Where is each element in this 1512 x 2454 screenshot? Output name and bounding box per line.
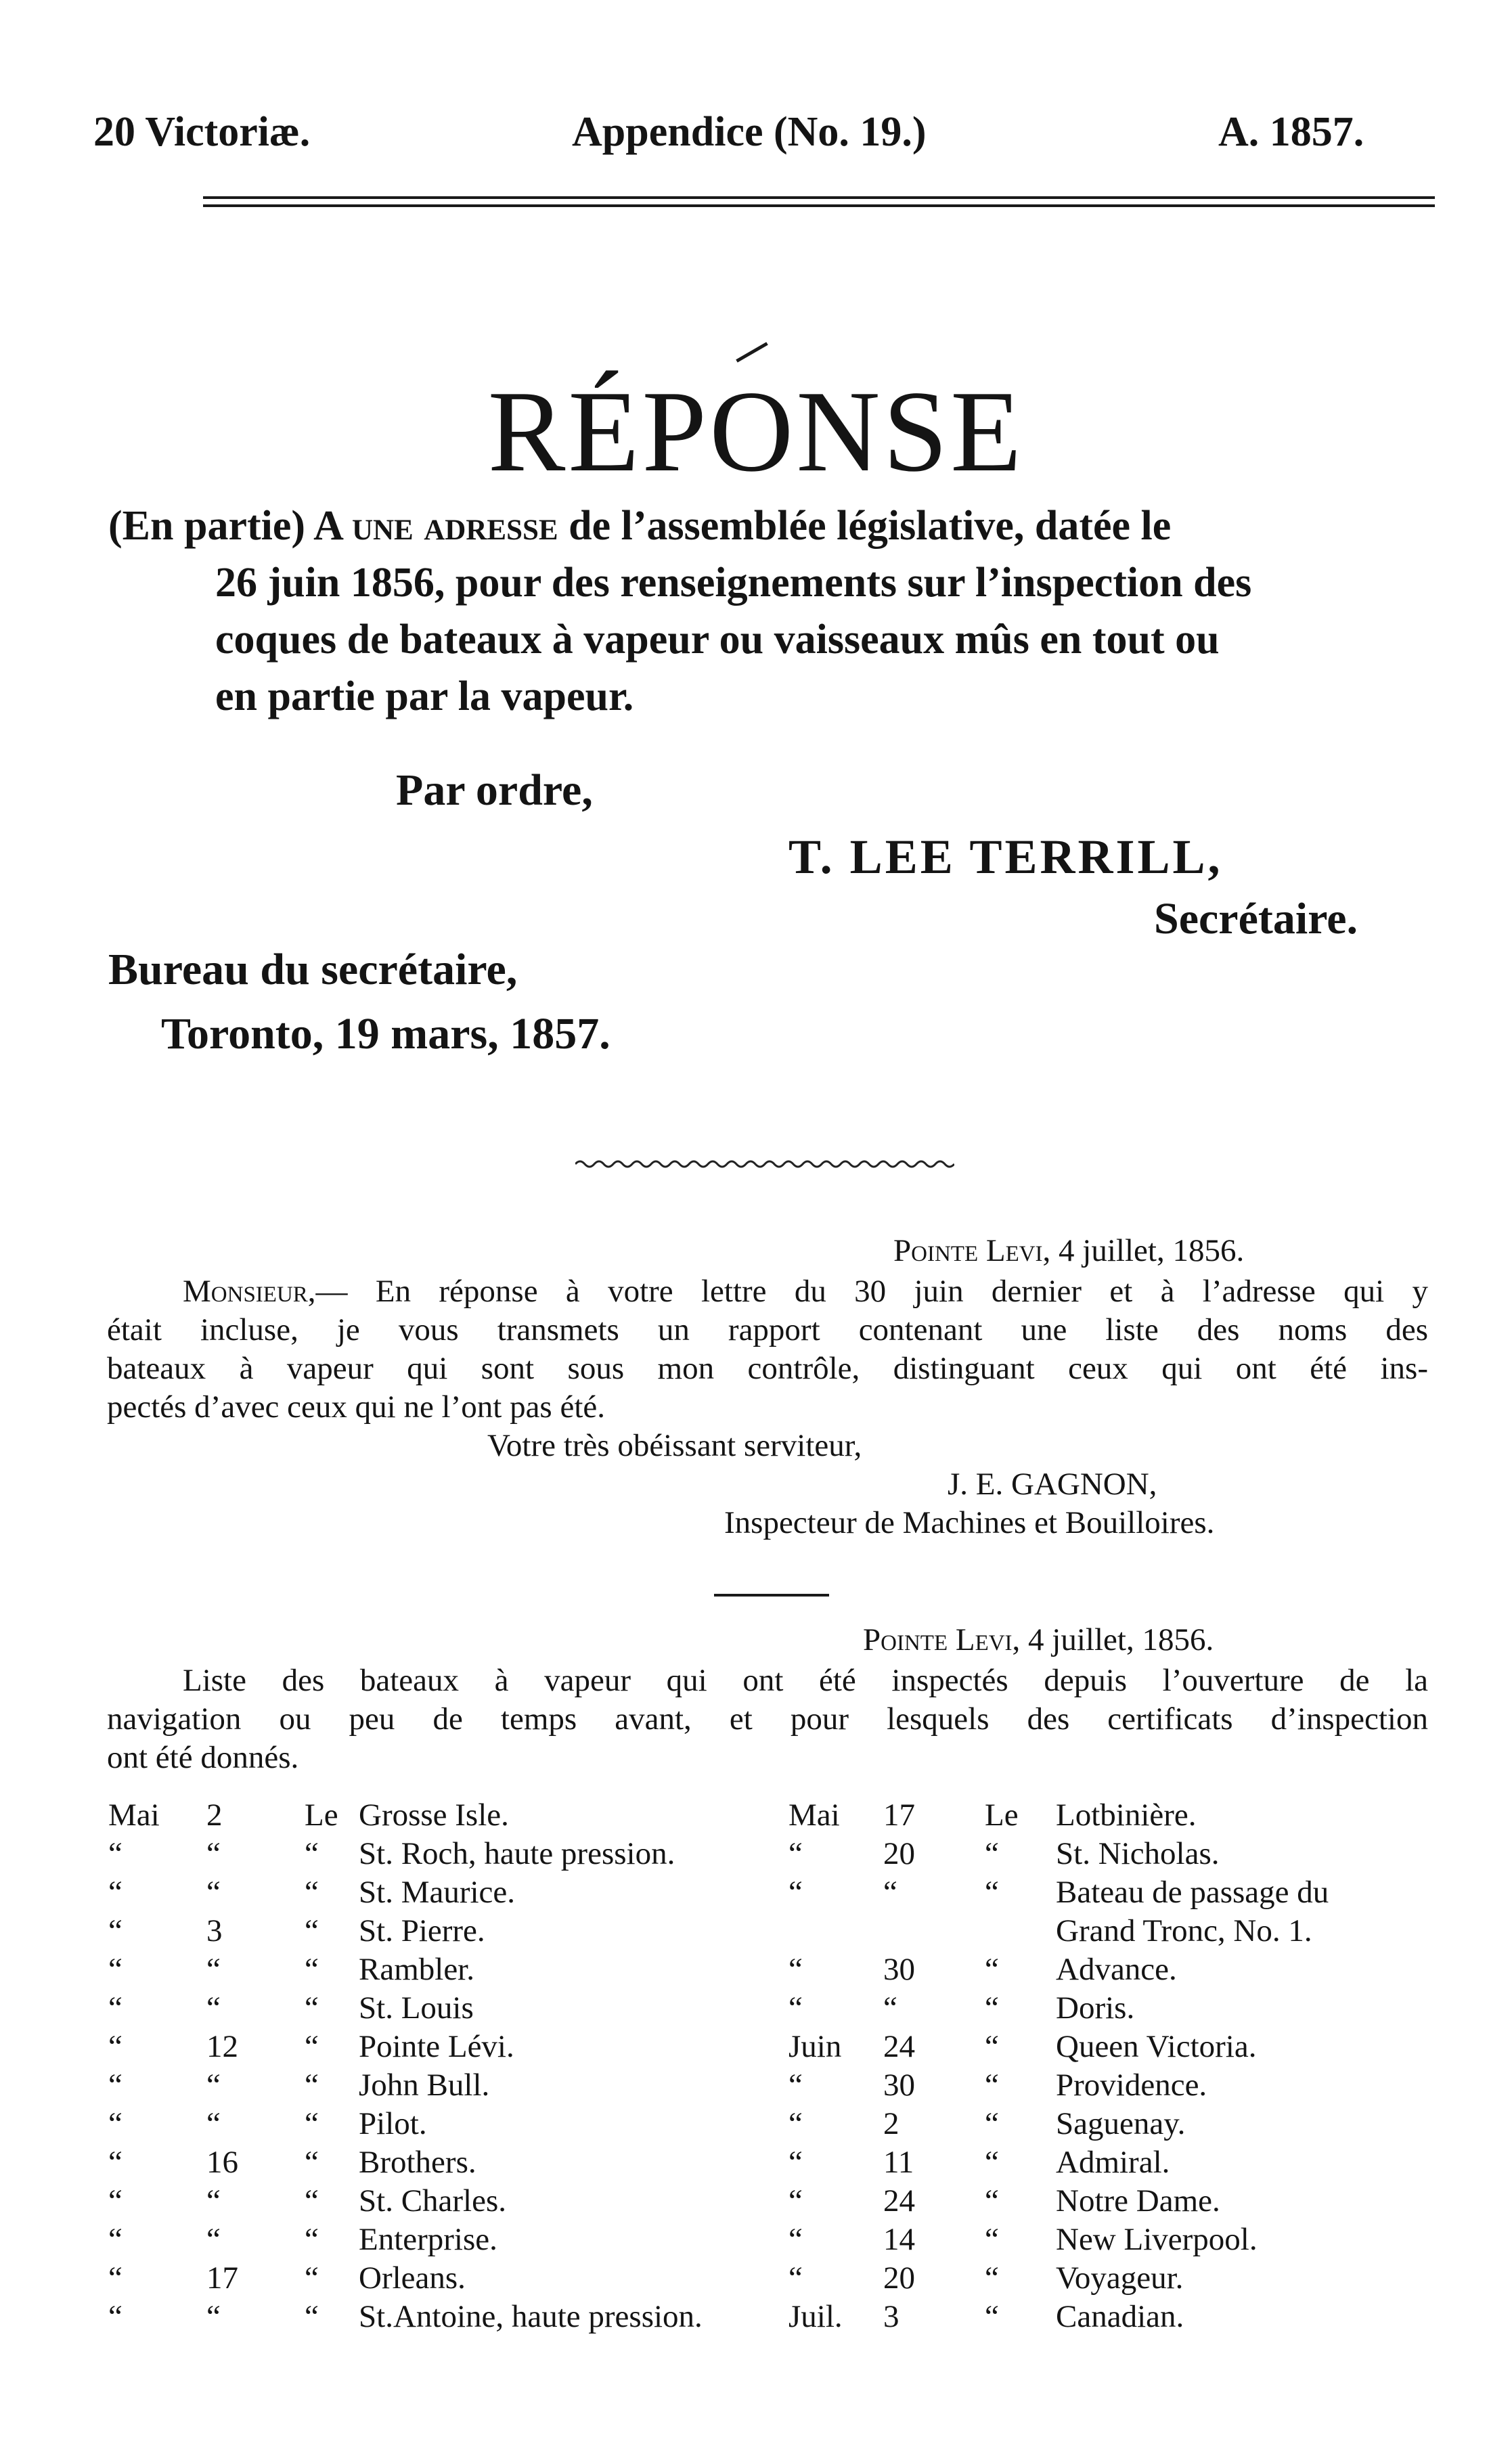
table-right-name-cell: Bateau de passage du [1056, 1875, 1329, 1910]
table-right-day-cell: 30 [883, 1952, 915, 1987]
letter-line-1-text: — En réponse à votre lettre du 30 juin dernier et à l’adresse qui y [315, 1274, 1428, 1309]
table-left-le-cell: “ [305, 2260, 319, 2296]
table-right-le-cell: “ [985, 2029, 999, 2064]
header-right: A. 1857. [1218, 109, 1364, 155]
table-right-day-cell: 2 [883, 2106, 899, 2141]
table-left-le-cell: “ [305, 2145, 319, 2180]
table-left-day-cell: 16 [206, 2145, 238, 2180]
table-left-day-cell: 3 [206, 1913, 223, 1948]
table-right-day-cell: 24 [883, 2029, 915, 2064]
table-right-month-cell: Mai [788, 1798, 840, 1833]
intro-suffix: de l’assemblée législative, datée le [558, 503, 1172, 549]
table-right-name-cell: Doris. [1056, 1990, 1135, 2026]
table-left-le-cell: “ [305, 2299, 319, 2334]
table-left-day-cell: “ [206, 2222, 221, 2257]
table-right-month-cell: “ [788, 1952, 803, 1987]
table-left-day-cell: 17 [206, 2260, 238, 2296]
list-line-1: Liste des bateaux à vapeur qui ont été inspectés depuis l’ouverture de la [183, 1663, 1428, 1698]
table-left-day-cell: “ [206, 1990, 221, 2026]
table-left-le-cell: “ [305, 2029, 319, 2064]
letter-line-4: pectés d’avec ceux qui ne l’ont pas été. [107, 1389, 606, 1425]
table-left-name-cell: Pointe Lévi. [359, 2029, 514, 2064]
table-left-le-cell: “ [305, 1990, 319, 2026]
table-left-name-cell: Rambler. [359, 1952, 474, 1987]
table-left-month-cell: “ [108, 2106, 123, 2141]
letter-line-2: était incluse, je vous transmets un rapport contenant une liste des noms des [107, 1312, 1428, 1347]
table-right-month-cell: “ [788, 1875, 803, 1910]
table-right-le-cell: “ [985, 1990, 999, 2026]
list-line-3: ont été donnés. [107, 1740, 299, 1775]
table-left-month-cell: “ [108, 2145, 123, 2180]
table-right-le-cell: “ [985, 2260, 999, 2296]
table-left-name-cell: Enterprise. [359, 2222, 497, 2257]
header-rule-top [203, 196, 1435, 199]
header-left: 20 Victoriæ. [93, 109, 311, 155]
table-right-day-cell: 20 [883, 2260, 915, 2296]
intro-prefix: (En partie) A [108, 503, 352, 549]
table-left-day-cell: “ [206, 1952, 221, 1987]
table-right-month-cell: Juil. [788, 2299, 843, 2334]
table-left-name-cell: St. Pierre. [359, 1913, 485, 1948]
table-right-month-cell: “ [788, 2183, 803, 2218]
intro-line-4: en partie par la vapeur. [215, 673, 634, 719]
table-left-month-cell: “ [108, 1990, 123, 2026]
table-left-name-cell: Grosse Isle. [359, 1798, 509, 1833]
signer-name: T. LEE TERRILL, [788, 830, 1223, 884]
table-left-month-cell: Mai [108, 1798, 160, 1833]
table-left-month-cell: “ [108, 2299, 123, 2334]
table-left-le-cell: “ [305, 2222, 319, 2257]
table-right-month-cell: “ [788, 2145, 803, 2180]
letter-date: 4 juillet, 1856. [1050, 1233, 1245, 1268]
table-right-le-cell: “ [985, 1836, 999, 1871]
table-left-le-cell: “ [305, 1952, 319, 1987]
table-left-le-cell: “ [305, 1913, 319, 1948]
table-left-month-cell: “ [108, 2260, 123, 2296]
table-right-day-cell: 30 [883, 2068, 915, 2103]
list-line-2: navigation ou peu de temps avant, et pour lesquels des certificats d’inspection [107, 1701, 1428, 1737]
table-right-month-cell: “ [788, 2260, 803, 2296]
table-left-name-cell: St. Maurice. [359, 1875, 516, 1910]
bureau-line-2: Toronto, 19 mars, 1857. [161, 1009, 610, 1058]
table-right-month-cell: “ [788, 1990, 803, 2026]
table-left-name-cell: St.Antoine, haute pression. [359, 2299, 703, 2334]
bureau-line-1: Bureau du secrétaire, [108, 945, 518, 994]
table-left-day-cell: “ [206, 1875, 221, 1910]
table-left-name-cell: St. Roch, haute pression. [359, 1836, 675, 1871]
table-left-month-cell: “ [108, 2222, 123, 2257]
table-left-day-cell: “ [206, 2299, 221, 2334]
table-left-le-cell: “ [305, 1836, 319, 1871]
intro-smallcaps: une adresse [351, 503, 558, 549]
table-right-le-cell: “ [985, 2299, 999, 2334]
table-left-day-cell: “ [206, 2183, 221, 2218]
table-right-name-cell: Voyageur. [1056, 2260, 1184, 2296]
table-right-name-cell: Grand Tronc, No. 1. [1056, 1913, 1312, 1948]
table-right-month-cell: Juin [788, 2029, 842, 2064]
table-right-month-cell: “ [788, 2106, 803, 2141]
table-right-name-cell: Providence. [1056, 2068, 1207, 2103]
table-left-name-cell: Brothers. [359, 2145, 476, 2180]
table-left-name-cell: Pilot. [359, 2106, 427, 2141]
table-right-name-cell: Notre Dame. [1056, 2183, 1220, 2218]
table-right-le-cell: “ [985, 1875, 999, 1910]
table-left-day-cell: 12 [206, 2029, 238, 2064]
table-left-day-cell: “ [206, 2068, 221, 2103]
letter-salutation: Monsieur, [183, 1274, 316, 1309]
table-right-day-cell: 3 [883, 2299, 899, 2334]
intro-line-2: 26 juin 1856, pour des renseignements sur l’inspection des [215, 560, 1252, 606]
letter-line-3: bateaux à vapeur qui sont sous mon contrôle, distinguant ceux qui ont été ins- [107, 1351, 1428, 1386]
table-right-name-cell: Saguenay. [1056, 2106, 1186, 2141]
table-right-name-cell: Admiral. [1056, 2145, 1170, 2180]
table-right-le-cell: Le [985, 1798, 1019, 1833]
letter-closing: Votre très obéissant serviteur, [487, 1428, 862, 1463]
table-left-month-cell: “ [108, 1952, 123, 1987]
table-left-name-cell: St. Charles. [359, 2183, 507, 2218]
table-right-le-cell: “ [985, 2183, 999, 2218]
table-left-name-cell: Orleans. [359, 2260, 466, 2296]
table-left-day-cell: “ [206, 1836, 221, 1871]
table-left-day-cell: “ [206, 2106, 221, 2141]
table-left-month-cell: “ [108, 1836, 123, 1871]
table-left-le-cell: “ [305, 1875, 319, 1910]
table-right-month-cell: “ [788, 2222, 803, 2257]
table-right-day-cell: “ [883, 1990, 897, 2026]
table-right-le-cell: “ [985, 2068, 999, 2103]
letter-signer: J. E. GAGNON, [948, 1467, 1157, 1502]
par-ordre: Par ordre, [396, 765, 593, 815]
table-right-day-cell: 14 [883, 2222, 915, 2257]
table-right-day-cell: 17 [883, 1798, 915, 1833]
table-right-name-cell: Canadian. [1056, 2299, 1184, 2334]
table-right-le-cell: “ [985, 2145, 999, 2180]
table-right-name-cell: St. Nicholas. [1056, 1836, 1220, 1871]
intro-line-3: coques de bateaux à vapeur ou vaisseaux mûs en tout ou [215, 617, 1220, 663]
table-left-month-cell: “ [108, 2183, 123, 2218]
list-date: 4 juillet, 1856. [1020, 1622, 1214, 1657]
table-right-month-cell: “ [788, 2068, 803, 2103]
table-left-month-cell: “ [108, 1913, 123, 1948]
table-left-month-cell: “ [108, 1875, 123, 1910]
table-left-le-cell: “ [305, 2106, 319, 2141]
table-right-name-cell: New Liverpool. [1056, 2222, 1258, 2257]
table-left-name-cell: John Bull. [359, 2068, 490, 2103]
table-left-le-cell: “ [305, 2068, 319, 2103]
header-rule-bottom [203, 204, 1435, 207]
letter-line-1 [183, 1272, 1428, 1311]
letter-signer-title: Inspecteur de Machines et Bouilloires. [724, 1505, 1215, 1540]
table-left-month-cell: “ [108, 2068, 123, 2103]
table-right-le-cell: “ [985, 2106, 999, 2141]
table-right-month-cell: “ [788, 1836, 803, 1871]
table-left-month-cell: “ [108, 2029, 123, 2064]
table-right-name-cell: Lotbinière. [1056, 1798, 1197, 1833]
table-right-day-cell: 20 [883, 1836, 915, 1871]
letter-dateline [893, 1232, 1244, 1270]
wavy-divider [575, 1157, 954, 1171]
list-place: Pointe Levi, [863, 1622, 1021, 1657]
table-left-name-cell: St. Louis [359, 1990, 474, 2026]
intro-line-1 [108, 497, 1171, 554]
section-rule [714, 1594, 829, 1597]
signer-role: Secrétaire. [1154, 894, 1358, 943]
table-right-name-cell: Queen Victoria. [1056, 2029, 1257, 2064]
letter-place: Pointe Levi, [893, 1233, 1051, 1268]
list-dateline [863, 1621, 1214, 1659]
table-left-le-cell: “ [305, 2183, 319, 2218]
table-right-le-cell: “ [985, 2222, 999, 2257]
table-right-day-cell: “ [883, 1875, 897, 1910]
table-left-day-cell: 2 [206, 1798, 223, 1833]
page-title: RÉPONSE [487, 367, 1025, 496]
title-accent-mark [736, 342, 768, 362]
table-right-day-cell: 11 [883, 2145, 914, 2180]
table-right-name-cell: Advance. [1056, 1952, 1177, 1987]
table-right-day-cell: 24 [883, 2183, 915, 2218]
table-right-le-cell: “ [985, 1952, 999, 1987]
header-center: Appendice (No. 19.) [572, 109, 927, 155]
table-left-le-cell: Le [305, 1798, 338, 1833]
